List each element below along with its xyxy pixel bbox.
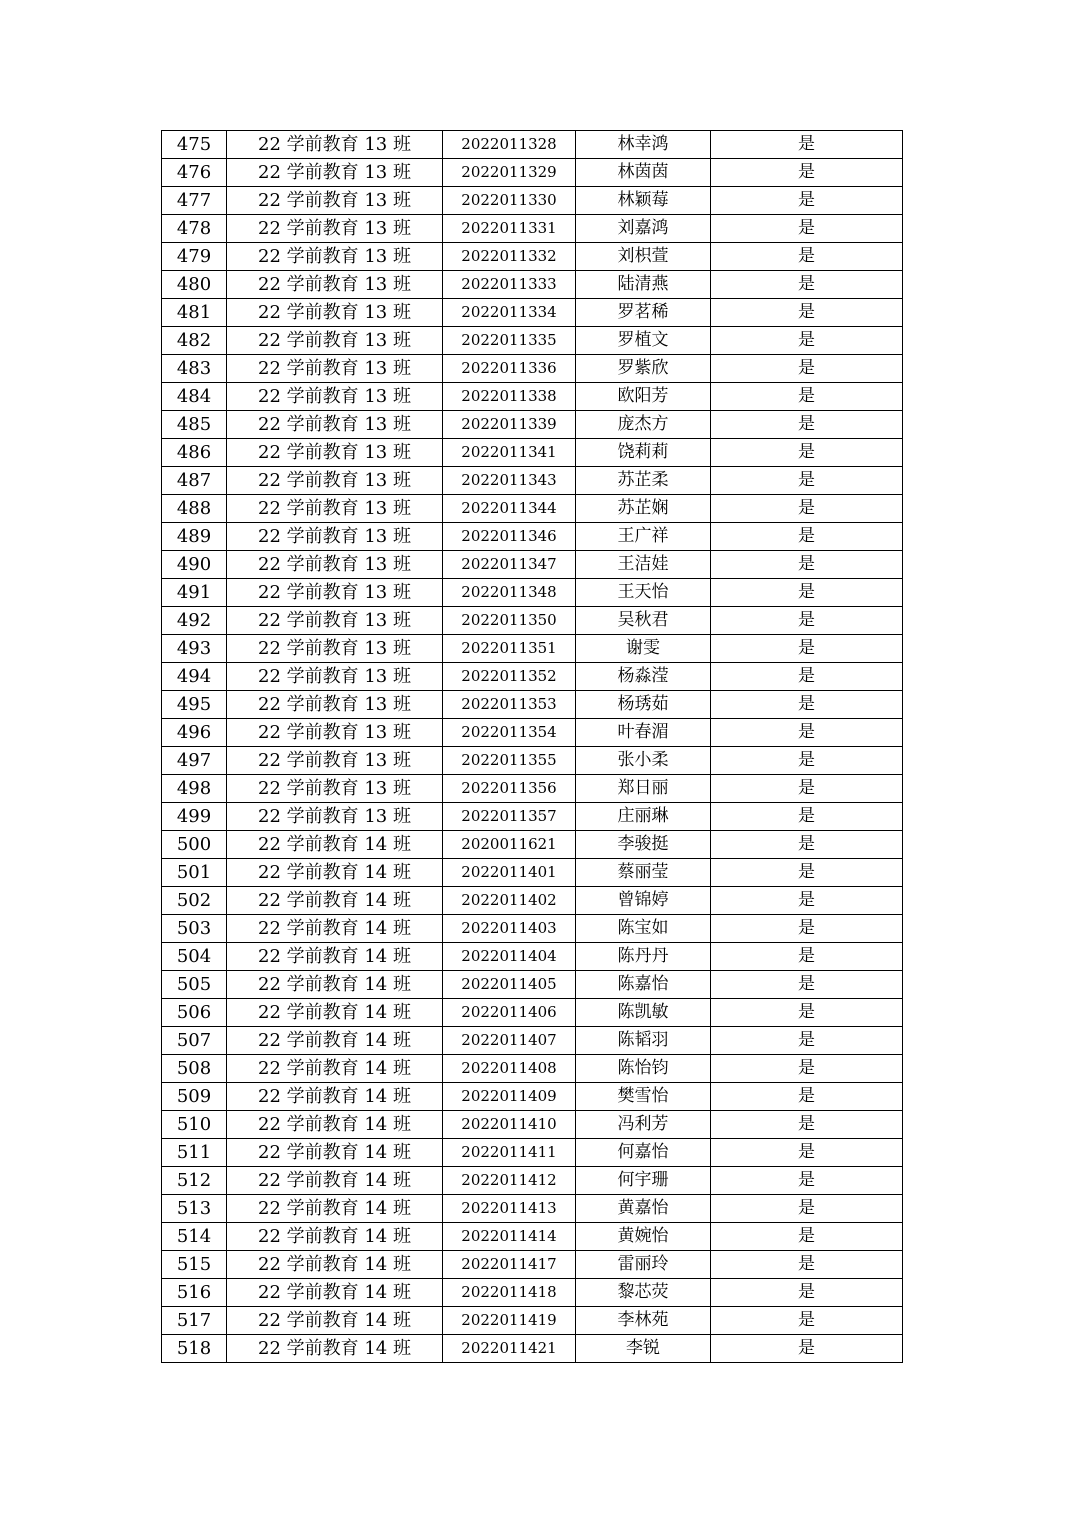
table-row bbox=[162, 299, 903, 327]
student-name-cell: 陈宝如 bbox=[576, 915, 711, 943]
row-number-cell: 496 bbox=[162, 719, 227, 747]
student-id-cell: 2022011421 bbox=[443, 1335, 576, 1363]
class-name-cell: 22 学前教育 14 班 bbox=[227, 999, 443, 1027]
student-id-cell: 2022011333 bbox=[443, 271, 576, 299]
status-cell: 是 bbox=[711, 1335, 903, 1363]
table-row bbox=[162, 467, 903, 495]
row-number-cell: 481 bbox=[162, 299, 227, 327]
student-name-cell: 刘枳萱 bbox=[576, 243, 711, 271]
table-row bbox=[162, 1223, 903, 1251]
student-id-cell: 2022011353 bbox=[443, 691, 576, 719]
student-id-cell: 2022011410 bbox=[443, 1111, 576, 1139]
class-name-cell: 22 学前教育 14 班 bbox=[227, 971, 443, 999]
row-number-cell: 501 bbox=[162, 859, 227, 887]
table-row bbox=[162, 131, 903, 159]
class-name-cell: 22 学前教育 14 班 bbox=[227, 1055, 443, 1083]
student-name-cell: 林颖莓 bbox=[576, 187, 711, 215]
student-name-cell: 蔡丽莹 bbox=[576, 859, 711, 887]
row-number-cell: 509 bbox=[162, 1083, 227, 1111]
table-row bbox=[162, 579, 903, 607]
student-name-cell: 张小柔 bbox=[576, 747, 711, 775]
student-id-cell: 2022011355 bbox=[443, 747, 576, 775]
table-row bbox=[162, 887, 903, 915]
student-name-cell: 王广祥 bbox=[576, 523, 711, 551]
class-name-cell: 22 学前教育 13 班 bbox=[227, 159, 443, 187]
student-name-cell: 黄婉怡 bbox=[576, 1223, 711, 1251]
table-row bbox=[162, 271, 903, 299]
student-id-cell: 2020011621 bbox=[443, 831, 576, 859]
row-number-cell: 480 bbox=[162, 271, 227, 299]
class-name-cell: 22 学前教育 13 班 bbox=[227, 495, 443, 523]
student-id-cell: 2022011408 bbox=[443, 1055, 576, 1083]
class-name-cell: 22 学前教育 14 班 bbox=[227, 1083, 443, 1111]
class-name-cell: 22 学前教育 13 班 bbox=[227, 215, 443, 243]
class-name-cell: 22 学前教育 13 班 bbox=[227, 243, 443, 271]
row-number-cell: 482 bbox=[162, 327, 227, 355]
row-number-cell: 476 bbox=[162, 159, 227, 187]
class-name-cell: 22 学前教育 13 班 bbox=[227, 439, 443, 467]
table-row bbox=[162, 831, 903, 859]
student-name-cell: 刘嘉鸿 bbox=[576, 215, 711, 243]
student-name-cell: 李锐 bbox=[576, 1335, 711, 1363]
row-number-cell: 506 bbox=[162, 999, 227, 1027]
student-id-cell: 2022011339 bbox=[443, 411, 576, 439]
status-cell: 是 bbox=[711, 411, 903, 439]
class-name-cell: 22 学前教育 14 班 bbox=[227, 1111, 443, 1139]
class-name-cell: 22 学前教育 13 班 bbox=[227, 299, 443, 327]
status-cell: 是 bbox=[711, 271, 903, 299]
table-row bbox=[162, 971, 903, 999]
row-number-cell: 485 bbox=[162, 411, 227, 439]
row-number-cell: 515 bbox=[162, 1251, 227, 1279]
status-cell: 是 bbox=[711, 1083, 903, 1111]
table-row bbox=[162, 635, 903, 663]
row-number-cell: 512 bbox=[162, 1167, 227, 1195]
table-row bbox=[162, 495, 903, 523]
status-cell: 是 bbox=[711, 971, 903, 999]
student-name-cell: 林茵茵 bbox=[576, 159, 711, 187]
status-cell: 是 bbox=[711, 803, 903, 831]
student-id-cell: 2022011341 bbox=[443, 439, 576, 467]
class-name-cell: 22 学前教育 14 班 bbox=[227, 1223, 443, 1251]
class-name-cell: 22 学前教育 13 班 bbox=[227, 747, 443, 775]
student-name-cell: 罗紫欣 bbox=[576, 355, 711, 383]
class-name-cell: 22 学前教育 13 班 bbox=[227, 635, 443, 663]
class-name-cell: 22 学前教育 13 班 bbox=[227, 271, 443, 299]
student-id-cell: 2022011357 bbox=[443, 803, 576, 831]
student-name-cell: 陈凯敏 bbox=[576, 999, 711, 1027]
status-cell: 是 bbox=[711, 663, 903, 691]
student-name-cell: 黄嘉怡 bbox=[576, 1195, 711, 1223]
row-number-cell: 511 bbox=[162, 1139, 227, 1167]
student-name-cell: 杨琇茹 bbox=[576, 691, 711, 719]
student-id-cell: 2022011347 bbox=[443, 551, 576, 579]
student-id-cell: 2022011405 bbox=[443, 971, 576, 999]
table-row bbox=[162, 243, 903, 271]
student-id-cell: 2022011344 bbox=[443, 495, 576, 523]
status-cell: 是 bbox=[711, 551, 903, 579]
student-id-cell: 2022011351 bbox=[443, 635, 576, 663]
row-number-cell: 517 bbox=[162, 1307, 227, 1335]
status-cell: 是 bbox=[711, 775, 903, 803]
student-name-cell: 陈韬羽 bbox=[576, 1027, 711, 1055]
status-cell: 是 bbox=[711, 607, 903, 635]
status-cell: 是 bbox=[711, 1195, 903, 1223]
row-number-cell: 486 bbox=[162, 439, 227, 467]
row-number-cell: 493 bbox=[162, 635, 227, 663]
student-id-cell: 2022011402 bbox=[443, 887, 576, 915]
student-name-cell: 李骏挺 bbox=[576, 831, 711, 859]
status-cell: 是 bbox=[711, 1111, 903, 1139]
status-cell: 是 bbox=[711, 999, 903, 1027]
status-cell: 是 bbox=[711, 1223, 903, 1251]
class-name-cell: 22 学前教育 13 班 bbox=[227, 327, 443, 355]
student-id-cell: 2022011354 bbox=[443, 719, 576, 747]
row-number-cell: 492 bbox=[162, 607, 227, 635]
student-name-cell: 陈丹丹 bbox=[576, 943, 711, 971]
student-name-cell: 林幸鸿 bbox=[576, 131, 711, 159]
student-id-cell: 2022011403 bbox=[443, 915, 576, 943]
status-cell: 是 bbox=[711, 915, 903, 943]
table-row bbox=[162, 803, 903, 831]
student-id-cell: 2022011338 bbox=[443, 383, 576, 411]
student-name-cell: 庞杰方 bbox=[576, 411, 711, 439]
status-cell: 是 bbox=[711, 299, 903, 327]
table-row bbox=[162, 1335, 903, 1363]
student-name-cell: 王天怡 bbox=[576, 579, 711, 607]
class-name-cell: 22 学前教育 14 班 bbox=[227, 915, 443, 943]
student-name-cell: 郑日丽 bbox=[576, 775, 711, 803]
status-cell: 是 bbox=[711, 719, 903, 747]
student-name-cell: 苏芷柔 bbox=[576, 467, 711, 495]
table-row bbox=[162, 1195, 903, 1223]
student-name-cell: 何嘉怡 bbox=[576, 1139, 711, 1167]
status-cell: 是 bbox=[711, 1279, 903, 1307]
table-row bbox=[162, 187, 903, 215]
table-row bbox=[162, 999, 903, 1027]
student-name-cell: 陆清燕 bbox=[576, 271, 711, 299]
student-name-cell: 吴秋君 bbox=[576, 607, 711, 635]
student-id-cell: 2022011352 bbox=[443, 663, 576, 691]
student-id-cell: 2022011401 bbox=[443, 859, 576, 887]
class-name-cell: 22 学前教育 14 班 bbox=[227, 1251, 443, 1279]
row-number-cell: 495 bbox=[162, 691, 227, 719]
student-id-cell: 2022011356 bbox=[443, 775, 576, 803]
table-row bbox=[162, 859, 903, 887]
row-number-cell: 484 bbox=[162, 383, 227, 411]
row-number-cell: 494 bbox=[162, 663, 227, 691]
student-id-cell: 2022011329 bbox=[443, 159, 576, 187]
student-id-cell: 2022011409 bbox=[443, 1083, 576, 1111]
status-cell: 是 bbox=[711, 887, 903, 915]
student-id-cell: 2022011346 bbox=[443, 523, 576, 551]
table-row bbox=[162, 355, 903, 383]
class-name-cell: 22 学前教育 14 班 bbox=[227, 943, 443, 971]
table-row bbox=[162, 1279, 903, 1307]
row-number-cell: 488 bbox=[162, 495, 227, 523]
status-cell: 是 bbox=[711, 131, 903, 159]
student-id-cell: 2022011419 bbox=[443, 1307, 576, 1335]
student-id-cell: 2022011406 bbox=[443, 999, 576, 1027]
table-row bbox=[162, 159, 903, 187]
class-name-cell: 22 学前教育 14 班 bbox=[227, 1335, 443, 1363]
student-name-cell: 欧阳芳 bbox=[576, 383, 711, 411]
row-number-cell: 479 bbox=[162, 243, 227, 271]
status-cell: 是 bbox=[711, 355, 903, 383]
student-name-cell: 樊雪怡 bbox=[576, 1083, 711, 1111]
table-row bbox=[162, 383, 903, 411]
class-name-cell: 22 学前教育 13 班 bbox=[227, 523, 443, 551]
row-number-cell: 498 bbox=[162, 775, 227, 803]
class-name-cell: 22 学前教育 14 班 bbox=[227, 859, 443, 887]
class-name-cell: 22 学前教育 14 班 bbox=[227, 887, 443, 915]
status-cell: 是 bbox=[711, 495, 903, 523]
class-name-cell: 22 学前教育 14 班 bbox=[227, 1279, 443, 1307]
table-row bbox=[162, 719, 903, 747]
table-row bbox=[162, 523, 903, 551]
class-name-cell: 22 学前教育 14 班 bbox=[227, 831, 443, 859]
student-name-cell: 苏芷娴 bbox=[576, 495, 711, 523]
row-number-cell: 518 bbox=[162, 1335, 227, 1363]
status-cell: 是 bbox=[711, 523, 903, 551]
student-id-cell: 2022011348 bbox=[443, 579, 576, 607]
row-number-cell: 497 bbox=[162, 747, 227, 775]
student-id-cell: 2022011413 bbox=[443, 1195, 576, 1223]
class-name-cell: 22 学前教育 13 班 bbox=[227, 411, 443, 439]
status-cell: 是 bbox=[711, 943, 903, 971]
student-id-cell: 2022011407 bbox=[443, 1027, 576, 1055]
student-id-cell: 2022011336 bbox=[443, 355, 576, 383]
class-name-cell: 22 学前教育 13 班 bbox=[227, 551, 443, 579]
class-name-cell: 22 学前教育 14 班 bbox=[227, 1139, 443, 1167]
row-number-cell: 505 bbox=[162, 971, 227, 999]
table-row bbox=[162, 691, 903, 719]
status-cell: 是 bbox=[711, 691, 903, 719]
row-number-cell: 516 bbox=[162, 1279, 227, 1307]
table-row bbox=[162, 1027, 903, 1055]
student-id-cell: 2022011411 bbox=[443, 1139, 576, 1167]
table-row bbox=[162, 215, 903, 243]
table-row bbox=[162, 1055, 903, 1083]
status-cell: 是 bbox=[711, 1027, 903, 1055]
student-name-cell: 庄丽琳 bbox=[576, 803, 711, 831]
table-row bbox=[162, 411, 903, 439]
class-name-cell: 22 学前教育 13 班 bbox=[227, 663, 443, 691]
table-row bbox=[162, 747, 903, 775]
status-cell: 是 bbox=[711, 215, 903, 243]
student-name-cell: 叶春湄 bbox=[576, 719, 711, 747]
table-row bbox=[162, 775, 903, 803]
table-row bbox=[162, 607, 903, 635]
row-number-cell: 491 bbox=[162, 579, 227, 607]
class-name-cell: 22 学前教育 14 班 bbox=[227, 1027, 443, 1055]
row-number-cell: 513 bbox=[162, 1195, 227, 1223]
row-number-cell: 500 bbox=[162, 831, 227, 859]
student-name-cell: 王洁娃 bbox=[576, 551, 711, 579]
student-id-cell: 2022011404 bbox=[443, 943, 576, 971]
row-number-cell: 490 bbox=[162, 551, 227, 579]
student-id-cell: 2022011330 bbox=[443, 187, 576, 215]
row-number-cell: 514 bbox=[162, 1223, 227, 1251]
status-cell: 是 bbox=[711, 243, 903, 271]
row-number-cell: 507 bbox=[162, 1027, 227, 1055]
row-number-cell: 475 bbox=[162, 131, 227, 159]
student-name-cell: 雷丽玲 bbox=[576, 1251, 711, 1279]
table-row bbox=[162, 1307, 903, 1335]
row-number-cell: 510 bbox=[162, 1111, 227, 1139]
student-id-cell: 2022011335 bbox=[443, 327, 576, 355]
student-name-cell: 杨淼滢 bbox=[576, 663, 711, 691]
row-number-cell: 483 bbox=[162, 355, 227, 383]
table-row bbox=[162, 1111, 903, 1139]
class-name-cell: 22 学前教育 14 班 bbox=[227, 1195, 443, 1223]
table-row bbox=[162, 915, 903, 943]
status-cell: 是 bbox=[711, 159, 903, 187]
status-cell: 是 bbox=[711, 1167, 903, 1195]
roster-table-body bbox=[162, 131, 903, 1363]
table-row bbox=[162, 439, 903, 467]
table-row bbox=[162, 327, 903, 355]
row-number-cell: 504 bbox=[162, 943, 227, 971]
row-number-cell: 477 bbox=[162, 187, 227, 215]
status-cell: 是 bbox=[711, 859, 903, 887]
student-roster-table bbox=[161, 130, 903, 1363]
student-name-cell: 罗茗稀 bbox=[576, 299, 711, 327]
class-name-cell: 22 学前教育 13 班 bbox=[227, 467, 443, 495]
row-number-cell: 502 bbox=[162, 887, 227, 915]
class-name-cell: 22 学前教育 13 班 bbox=[227, 803, 443, 831]
class-name-cell: 22 学前教育 14 班 bbox=[227, 1167, 443, 1195]
table-row bbox=[162, 1251, 903, 1279]
student-name-cell: 何宇珊 bbox=[576, 1167, 711, 1195]
student-name-cell: 曾锦婷 bbox=[576, 887, 711, 915]
class-name-cell: 22 学前教育 13 班 bbox=[227, 691, 443, 719]
status-cell: 是 bbox=[711, 1055, 903, 1083]
status-cell: 是 bbox=[711, 467, 903, 495]
status-cell: 是 bbox=[711, 747, 903, 775]
row-number-cell: 487 bbox=[162, 467, 227, 495]
student-id-cell: 2022011350 bbox=[443, 607, 576, 635]
student-id-cell: 2022011331 bbox=[443, 215, 576, 243]
class-name-cell: 22 学前教育 13 班 bbox=[227, 607, 443, 635]
class-name-cell: 22 学前教育 13 班 bbox=[227, 131, 443, 159]
status-cell: 是 bbox=[711, 327, 903, 355]
status-cell: 是 bbox=[711, 579, 903, 607]
student-name-cell: 谢雯 bbox=[576, 635, 711, 663]
student-id-cell: 2022011418 bbox=[443, 1279, 576, 1307]
table-row bbox=[162, 1167, 903, 1195]
table-row bbox=[162, 663, 903, 691]
class-name-cell: 22 学前教育 13 班 bbox=[227, 383, 443, 411]
class-name-cell: 22 学前教育 13 班 bbox=[227, 579, 443, 607]
student-name-cell: 罗植文 bbox=[576, 327, 711, 355]
student-name-cell: 黎芯荧 bbox=[576, 1279, 711, 1307]
row-number-cell: 489 bbox=[162, 523, 227, 551]
status-cell: 是 bbox=[711, 383, 903, 411]
status-cell: 是 bbox=[711, 1139, 903, 1167]
status-cell: 是 bbox=[711, 1307, 903, 1335]
row-number-cell: 499 bbox=[162, 803, 227, 831]
student-id-cell: 2022011412 bbox=[443, 1167, 576, 1195]
table-row bbox=[162, 1083, 903, 1111]
row-number-cell: 478 bbox=[162, 215, 227, 243]
row-number-cell: 503 bbox=[162, 915, 227, 943]
student-name-cell: 饶莉莉 bbox=[576, 439, 711, 467]
student-id-cell: 2022011328 bbox=[443, 131, 576, 159]
class-name-cell: 22 学前教育 13 班 bbox=[227, 187, 443, 215]
student-id-cell: 2022011343 bbox=[443, 467, 576, 495]
table-row bbox=[162, 551, 903, 579]
status-cell: 是 bbox=[711, 831, 903, 859]
status-cell: 是 bbox=[711, 439, 903, 467]
student-name-cell: 陈怡钧 bbox=[576, 1055, 711, 1083]
status-cell: 是 bbox=[711, 635, 903, 663]
table-row bbox=[162, 1139, 903, 1167]
student-id-cell: 2022011417 bbox=[443, 1251, 576, 1279]
class-name-cell: 22 学前教育 14 班 bbox=[227, 1307, 443, 1335]
class-name-cell: 22 学前教育 13 班 bbox=[227, 719, 443, 747]
student-id-cell: 2022011414 bbox=[443, 1223, 576, 1251]
class-name-cell: 22 学前教育 13 班 bbox=[227, 775, 443, 803]
status-cell: 是 bbox=[711, 1251, 903, 1279]
student-name-cell: 冯利芳 bbox=[576, 1111, 711, 1139]
student-name-cell: 李林苑 bbox=[576, 1307, 711, 1335]
class-name-cell: 22 学前教育 13 班 bbox=[227, 355, 443, 383]
student-name-cell: 陈嘉怡 bbox=[576, 971, 711, 999]
row-number-cell: 508 bbox=[162, 1055, 227, 1083]
student-id-cell: 2022011332 bbox=[443, 243, 576, 271]
student-id-cell: 2022011334 bbox=[443, 299, 576, 327]
status-cell: 是 bbox=[711, 187, 903, 215]
table-row bbox=[162, 943, 903, 971]
